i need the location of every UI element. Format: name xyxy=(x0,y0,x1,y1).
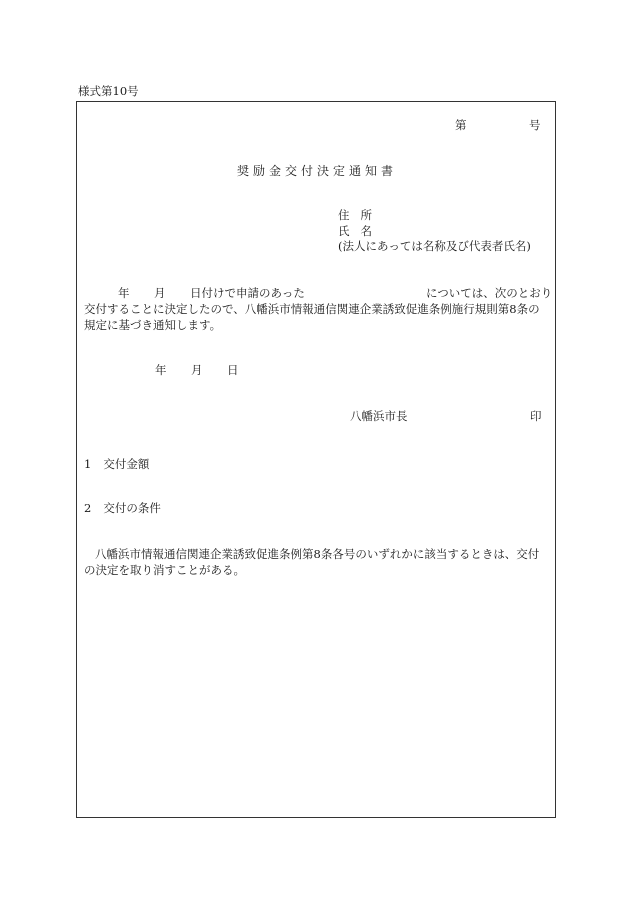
notice-date-day: 日 xyxy=(227,363,239,377)
addressee-address-label: 住所 xyxy=(338,208,383,222)
form-number: 様式第10号 xyxy=(78,84,139,98)
item2-number: 2 xyxy=(84,501,92,515)
document-title: 奨励金交付決定通知書 xyxy=(236,164,397,178)
condition-text-line1: 八幡浜市情報通信関連企業誘致促進条例第8条各号のいずれかに該当するときは、交付 xyxy=(95,547,540,561)
addressee-name-label: 氏名 xyxy=(338,224,383,238)
application-year-label: 年 xyxy=(118,286,130,300)
doc-number-dai: 第 xyxy=(455,118,467,132)
mayor-signature: 八幡浜市長 xyxy=(350,409,408,423)
application-subject-tail: については、次のとおり xyxy=(426,286,553,300)
item1-number: 1 xyxy=(84,457,92,471)
condition-text-line2: の決定を取り消すことがある。 xyxy=(84,563,245,577)
item-grant-conditions xyxy=(84,503,161,515)
seal-mark: 印 xyxy=(530,409,542,423)
notice-date-month: 月 xyxy=(191,363,203,377)
application-date-text: 日付けで申請のあった xyxy=(190,286,305,300)
body-text-line3: 規定に基づき通知します。 xyxy=(84,318,222,332)
doc-number-go: 号 xyxy=(529,118,541,132)
application-month-label: 月 xyxy=(154,286,166,300)
item1-label: 交付金額 xyxy=(103,457,150,471)
item-grant-amount xyxy=(84,459,149,471)
item2-label: 交付の条件 xyxy=(103,501,161,515)
addressee-note: (法人にあっては名称及び代表者氏名) xyxy=(338,239,531,253)
notice-date-year: 年 xyxy=(155,363,167,377)
body-text-line2: 交付することに決定したので、八幡浜市情報通信関連企業誘致促進条例施行規則第8条の xyxy=(84,302,540,316)
